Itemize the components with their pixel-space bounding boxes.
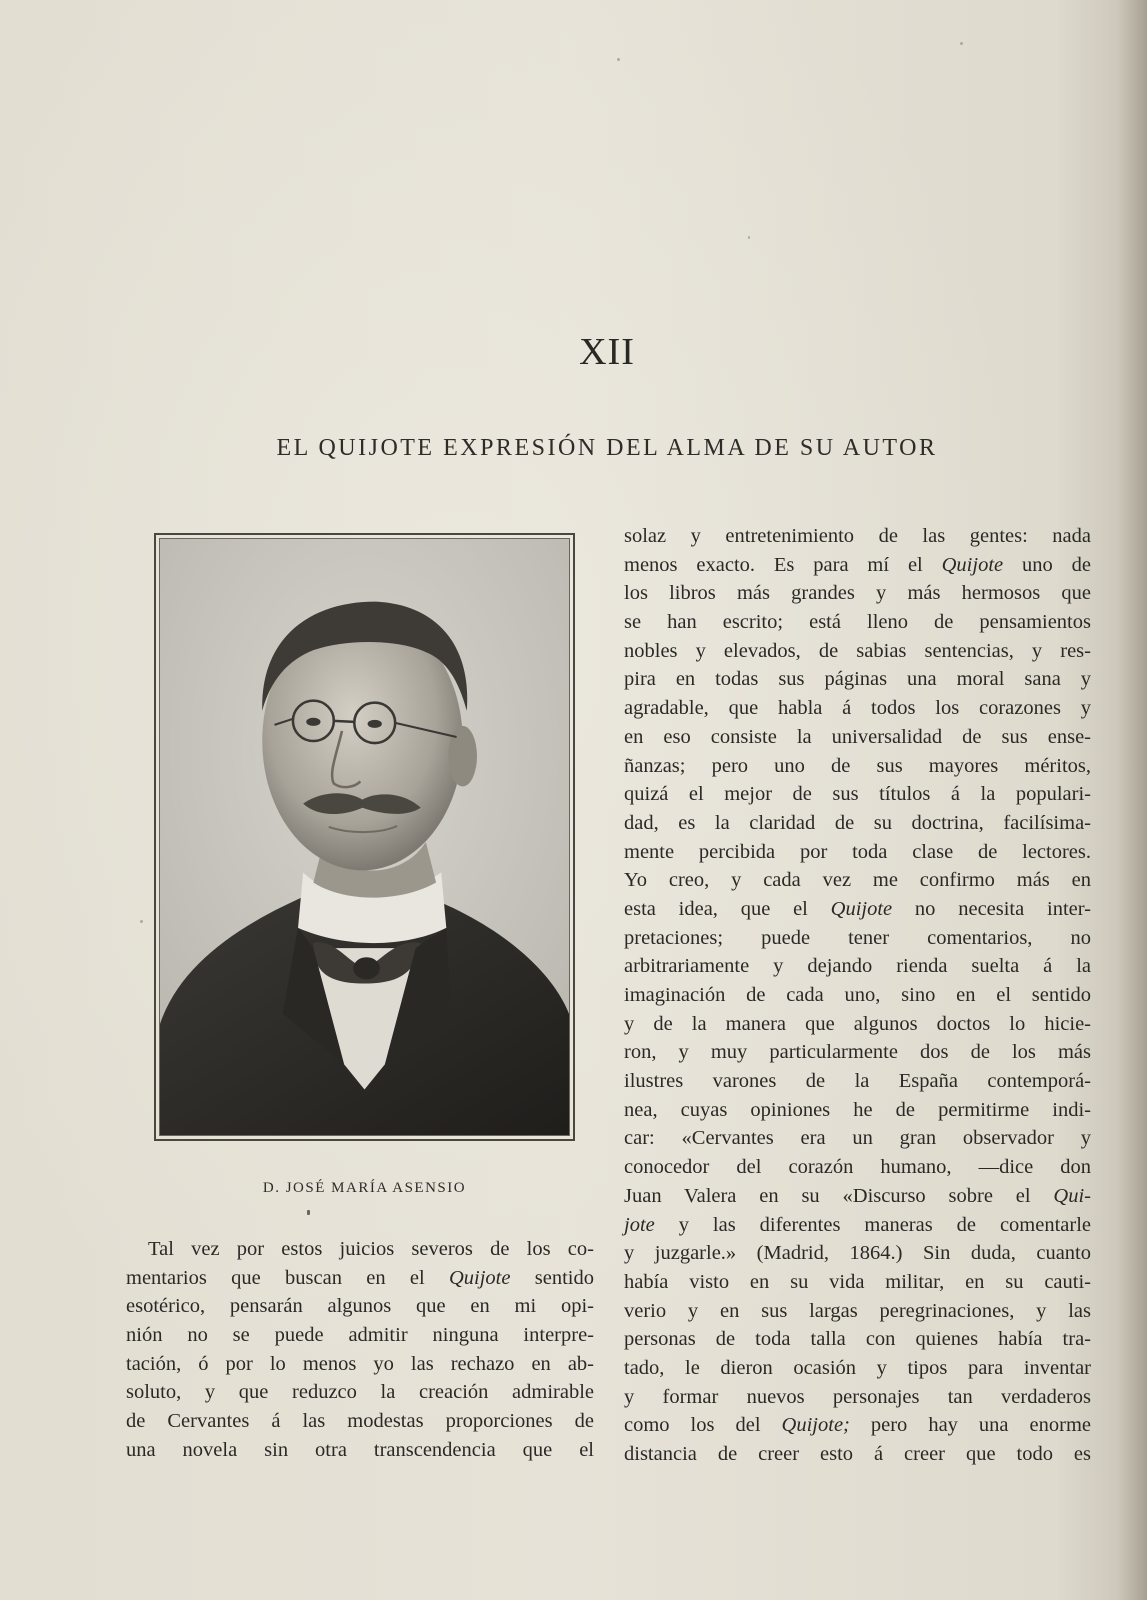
text-line: verio y en sus largas peregrinaciones, y las xyxy=(624,1299,1091,1322)
chapter-number: XII xyxy=(579,331,635,373)
text-line: una novela sin otra transcendencia que el xyxy=(126,1438,594,1461)
text-line: solaz y entretenimiento de las gentes: nada xyxy=(624,525,1091,547)
page-gutter-shadow xyxy=(1117,0,1147,1600)
text-line: pira en todas sus páginas una moral sana y xyxy=(624,668,1091,691)
text-line: los libros más grandes y más hermosos que xyxy=(624,582,1091,605)
text-line: mentarios que buscan en el Quijote sentido xyxy=(126,1266,594,1289)
text-line: soluto, y que reduzco la creación admirable xyxy=(126,1381,594,1404)
text-line: dad, es la claridad de su doctrina, facilísima- xyxy=(624,811,1091,834)
text-line: arbitrariamente y dejando rienda suelta á la xyxy=(624,955,1091,978)
text-line: y juzgarle.» (Madrid, 1864.) Sin duda, cuanto xyxy=(624,1242,1091,1265)
text-line: nobles y elevados, de sabias sentencias, y res- xyxy=(624,639,1091,662)
right-text-column xyxy=(624,522,1091,1469)
paper-speck xyxy=(960,42,963,45)
text-line: personas de toda talla con quienes había tra- xyxy=(624,1328,1091,1351)
text-line: imaginación de cada uno, sino en el sentido xyxy=(624,984,1091,1006)
text-line: y formar nuevos personajes tan verdaderos xyxy=(624,1385,1091,1408)
text-line: como los del Quijote; pero hay una enorme xyxy=(624,1414,1092,1437)
portrait-photo xyxy=(159,538,570,1136)
portrait-caption: D. JOSÉ MARÍA ASENSIO xyxy=(262,1180,467,1196)
left-text-column xyxy=(126,1235,594,1465)
portrait-frame xyxy=(154,533,575,1141)
paper-speck xyxy=(748,236,750,239)
caption-ornament xyxy=(307,1210,310,1215)
text-line: había visto en su vida militar, en su cauti- xyxy=(624,1270,1091,1293)
text-line: car: «Cervantes era un gran observador y xyxy=(624,1127,1091,1150)
text-line: de Cervantes á las modestas proporciones de xyxy=(126,1410,594,1433)
text-line: en eso consiste la universalidad de sus ense- xyxy=(624,725,1091,748)
paper-speck xyxy=(617,58,620,61)
text-line: Yo creo, y cada vez me confirmo más en xyxy=(624,869,1091,892)
text-line: agradable, que habla á todos los corazones y xyxy=(624,697,1091,720)
text-line: tación, ó por lo menos yo las rechazo en ab- xyxy=(126,1352,594,1375)
text-line: quizá el mejor de sus títulos á la populari- xyxy=(624,783,1091,806)
chapter-title: EL QUIJOTE EXPRESIÓN DEL ALMA DE SU AUTOR xyxy=(276,435,938,461)
text-line: menos exacto. Es para mí el Quijote uno de xyxy=(624,553,1091,576)
portrait-illustration xyxy=(160,539,569,1135)
text-line: esotérico, pensarán algunos que en mi opi- xyxy=(126,1295,594,1318)
text-line: esta idea, que el Quijote no necesita inter- xyxy=(624,897,1091,920)
text-line: nión no se puede admitir ninguna interpre- xyxy=(126,1324,594,1347)
text-line: ñanzas; pero uno de sus mayores méritos, xyxy=(624,754,1091,777)
text-line: ilustres varones de la España contemporá- xyxy=(624,1070,1091,1093)
text-line: se han escrito; está lleno de pensamientos xyxy=(624,611,1091,634)
text-line: nea, cuyas opiniones he de permitirme indi- xyxy=(624,1098,1091,1121)
text-line: conocedor del corazón humano, —dice don xyxy=(624,1156,1091,1179)
text-line: ron, y muy particularmente dos de los más xyxy=(624,1041,1091,1064)
text-line: pretaciones; puede tener comentarios, no xyxy=(624,926,1091,949)
text-line: y de la manera que algunos doctos lo hicie- xyxy=(624,1012,1091,1035)
paper-speck xyxy=(140,920,143,923)
text-line: Tal vez por estos juicios severos de los co- xyxy=(148,1238,594,1260)
text-line: tado, le dieron ocasión y tipos para inventar xyxy=(624,1356,1091,1379)
text-line: mente percibida por toda clase de lectores. xyxy=(624,840,1091,863)
text-line: Juan Valera en su «Discurso sobre el Qui- xyxy=(624,1184,1091,1207)
text-line: jote y las diferentes maneras de comentarle xyxy=(624,1213,1091,1236)
text-line: distancia de creer esto á creer que todo es xyxy=(624,1443,1091,1465)
